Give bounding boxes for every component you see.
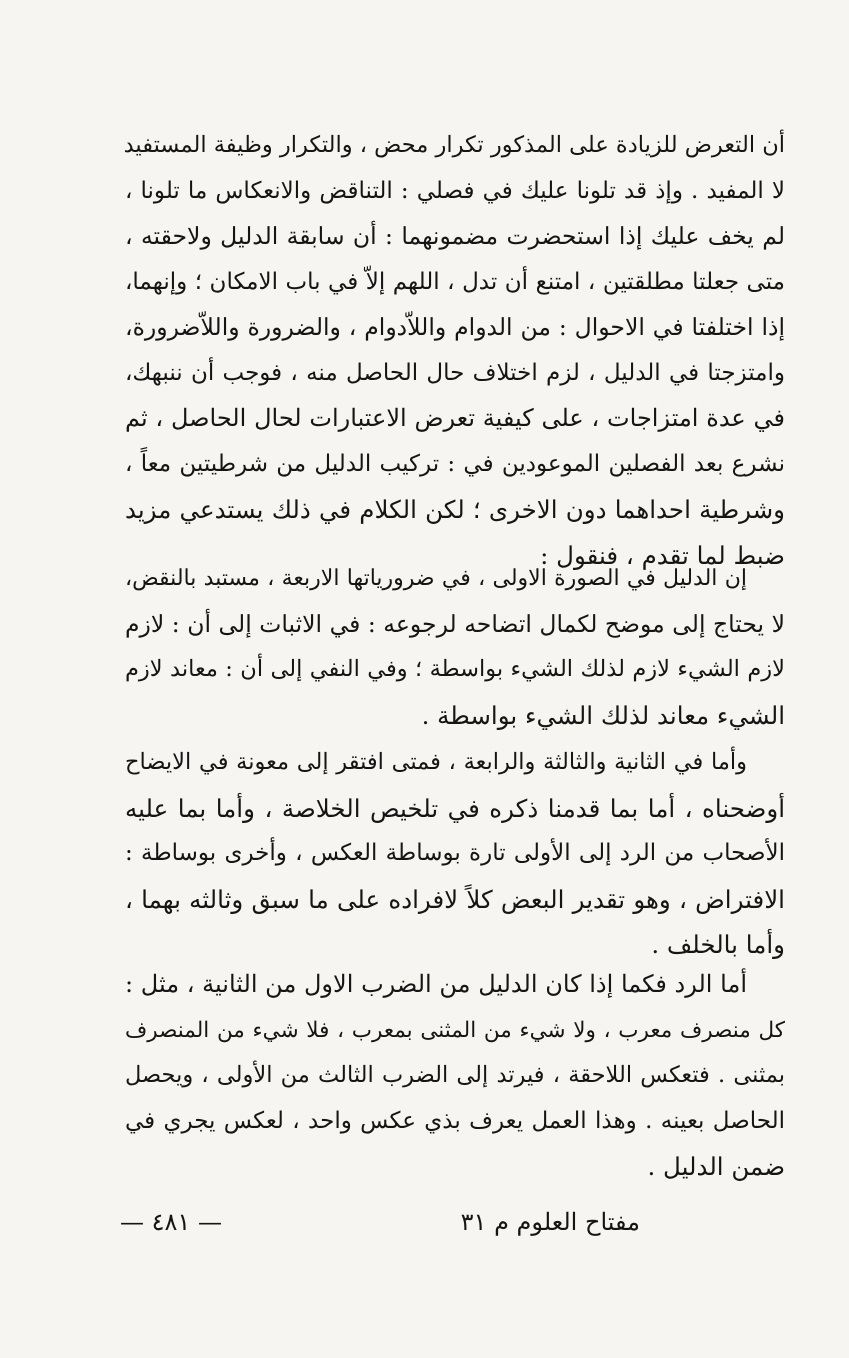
text-line: في عدة امتزاجات ، على كيفية تعرض الاعتبارات لحال الحاصل ، ثم [125, 404, 785, 432]
text-line: لم يخف عليك إذا استحضرت مضمونهما : أن سابقة الدليل ولاحقته ، [125, 222, 785, 250]
paragraph-3 [125, 740, 785, 968]
text-line: الحاصل بعينه . وهذا العمل يعرف بذي عكس واحد ، لعكس يجري في [125, 1107, 785, 1134]
text-line: وأما بالخلف . [651, 930, 785, 959]
page-number: — ٤٨١ — [120, 1208, 222, 1236]
text-line: لا المفيد . وإذ قد تلونا عليك في فصلي : التناقض والانعكاس ما تلونا ، [125, 177, 785, 204]
text-line: ضمن الدليل . [647, 1152, 785, 1181]
text-line: وامتزجتا في الدليل ، لزم اختلاف حال الحاصل منه ، فوجب أن ننبهك، [125, 359, 785, 386]
paragraph-4 [125, 962, 785, 1190]
text-line: الافتراض ، وهو تقدير البعض كلاً لافراده على ما سبق وثالثه بهما ، [125, 884, 785, 914]
paragraph-1 [125, 123, 785, 578]
text-line: متى جعلتا مطلقتين ، امتنع أن تدل ، اللهم إلاّ في باب الامكان ؛ وإنهما، [125, 268, 785, 295]
paragraph-2 [125, 556, 785, 738]
text-line: لا يحتاج إلى موضح لكمال اتضاحه لرجوعه : في الاثبات إلى أن : لازم [125, 609, 785, 638]
text-line: وشرطية احداهما دون الاخرى ؛ لكن الكلام في ذلك يستدعي مزيد [125, 495, 785, 524]
page-footer [120, 1208, 640, 1248]
text-line: لازم الشيء لازم لذلك الشيء بواسطة ؛ وفي النفي إلى أن : معاند لازم [125, 656, 785, 682]
text-line: ضبط لما تقدم ، فنقول : [540, 540, 785, 570]
text-line: إن الدليل في الصورة الاولى ، في ضرورياتها الاربعة ، مستبد بالنقض، [125, 566, 747, 591]
text-line: إذا اختلفتا في الاحوال : من الدوام واللاّدوام ، والضرورة واللاّضرورة، [125, 313, 785, 341]
text-line: أما الرد فكما إذا كان الدليل من الضرب الاول من الثانية ، مثل : [125, 970, 747, 998]
text-line: الشيء معاند لذلك الشيء بواسطة . [421, 700, 785, 730]
text-line: وأما في الثانية والثالثة والرابعة ، فمتى افتقر إلى معونة في الايضاح [125, 749, 747, 775]
text-line: أن التعرض للزيادة على المذكور تكرار محض ، والتكرار وظيفة المستفيد [123, 132, 785, 158]
text-line: الأصحاب من الرد إلى الأولى تارة بوساطة العكس ، وأخرى بوساطة : [125, 840, 785, 866]
text-line: أوضحناه ، أما بما قدمنا ذكره في تلخيص الخلاصة ، وأما بما عليه [125, 793, 785, 823]
book-title: مفتاح العلوم م ٣١ [460, 1208, 640, 1236]
text-line: نشرع بعد الفصلين الموعودين في : تركيب الدليل من شرطيتين معاً ، [125, 450, 785, 477]
text-line: بمثنى . فتعكس اللاحقة ، فيرتد إلى الضرب الثالث من الأولى ، ويحصل [125, 1062, 785, 1088]
text-line: كل منصرف معرب ، ولا شيء من المثنى بمعرب ، فلا شيء من المنصرف [125, 1017, 785, 1043]
